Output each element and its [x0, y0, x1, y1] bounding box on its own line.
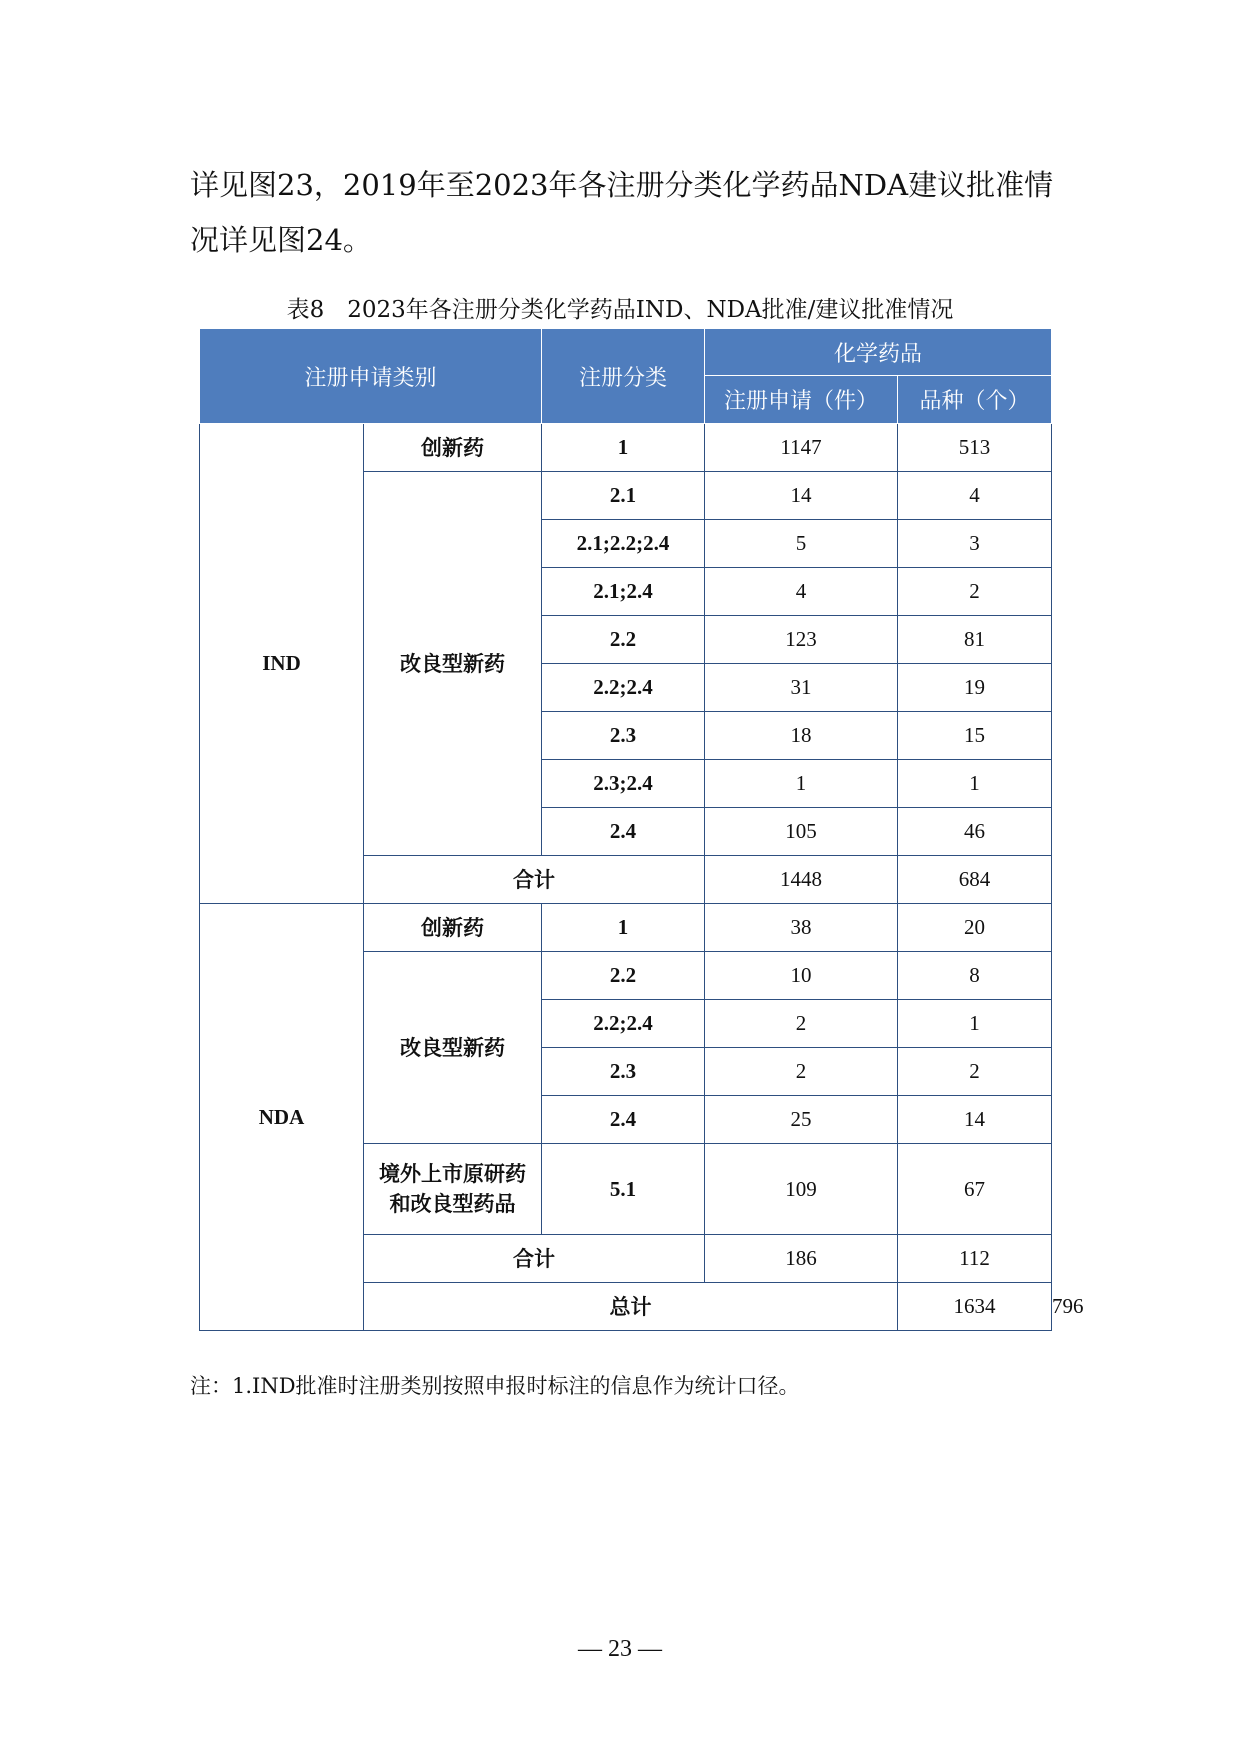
varieties-cell: 46 — [898, 808, 1052, 856]
table-row — [200, 904, 1052, 952]
applications-cell: 14 — [705, 472, 898, 520]
applications-cell: 2 — [705, 1000, 898, 1048]
varieties-cell: 14 — [898, 1096, 1052, 1144]
reg-class-cell: 5.1 — [542, 1144, 705, 1235]
varieties-cell: 1 — [898, 1000, 1052, 1048]
varieties-cell: 1 — [898, 760, 1052, 808]
header-varieties: 品种（个） — [898, 376, 1052, 424]
applications-cell: 31 — [705, 664, 898, 712]
table-caption: 表8 2023年各注册分类化学药品IND、NDA批准/建议批准情况 — [286, 297, 954, 323]
nda-improved-label: 改良型新药 — [364, 952, 542, 1144]
applications-cell: 2 — [705, 1048, 898, 1096]
reg-class-cell: 2.3 — [542, 1048, 705, 1096]
applications-cell: 38 — [705, 904, 898, 952]
varieties-cell: 67 — [898, 1144, 1052, 1235]
varieties-cell: 112 — [898, 1235, 1052, 1283]
reg-class-cell: 2.2;2.4 — [542, 1000, 705, 1048]
varieties-cell: 684 — [898, 856, 1052, 904]
varieties-cell: 2 — [898, 568, 1052, 616]
page-number: — 23 — — [578, 1636, 662, 1662]
applications-cell: 5 — [705, 520, 898, 568]
applications-cell: 1147 — [705, 424, 898, 472]
body-paragraph: 详见图23，2019年至2023年各注册分类化学药品NDA建议批准情况详见图24。 — [190, 168, 1054, 257]
ind-label: IND — [200, 424, 364, 904]
reg-class-cell: 2.1 — [542, 472, 705, 520]
varieties-cell: 19 — [898, 664, 1052, 712]
nda-label: NDA — [200, 904, 364, 1331]
varieties-cell: 4 — [898, 472, 1052, 520]
reg-class-cell: 2.3;2.4 — [542, 760, 705, 808]
applications-cell: 25 — [705, 1096, 898, 1144]
grand-total-label: 总计 — [364, 1283, 898, 1331]
approval-table — [199, 328, 1084, 1331]
applications-cell: 18 — [705, 712, 898, 760]
applications-cell: 10 — [705, 952, 898, 1000]
applications-cell: 4 — [705, 568, 898, 616]
reg-class-cell: 2.2;2.4 — [542, 664, 705, 712]
table-row: 总计 1634 796 — [200, 1283, 1052, 1331]
reg-class-cell: 2.1;2.2;2.4 — [542, 520, 705, 568]
nda-subtotal-label: 合计 — [364, 1235, 705, 1283]
applications-cell: 109 — [705, 1144, 898, 1235]
varieties-cell: 15 — [898, 712, 1052, 760]
varieties-cell: 20 — [898, 904, 1052, 952]
nda-overseas-label: 境外上市原研药和改良型药品 — [364, 1144, 542, 1235]
applications-cell: 186 — [705, 1235, 898, 1283]
applications-cell: 1 — [705, 760, 898, 808]
reg-class-cell: 2.4 — [542, 808, 705, 856]
applications-cell: 105 — [705, 808, 898, 856]
reg-class-cell: 2.3 — [542, 712, 705, 760]
ind-innovative-label: 创新药 — [364, 424, 542, 472]
ind-subtotal-label: 合计 — [364, 856, 705, 904]
varieties-cell: 2 — [898, 1048, 1052, 1096]
varieties-cell: 513 — [898, 424, 1052, 472]
reg-class-cell: 2.4 — [542, 1096, 705, 1144]
header-application-category: 注册申请类别 — [200, 329, 542, 424]
table-note: 注：1.IND批准时注册类别按照申报时标注的信息作为统计口径。 — [190, 1374, 800, 1398]
reg-class-cell: 2.2 — [542, 616, 705, 664]
applications-cell: 1448 — [705, 856, 898, 904]
varieties-cell: 3 — [898, 520, 1052, 568]
header-applications: 注册申请（件） — [705, 376, 898, 424]
varieties-cell: 81 — [898, 616, 1052, 664]
applications-cell: 1634 — [898, 1283, 1052, 1331]
table-row — [200, 424, 1052, 472]
reg-class-cell: 1 — [542, 424, 705, 472]
header-registration-class: 注册分类 — [542, 329, 705, 424]
reg-class-cell: 2.1;2.4 — [542, 568, 705, 616]
applications-cell: 123 — [705, 616, 898, 664]
ind-improved-label: 改良型新药 — [364, 472, 542, 856]
header-chemical-drugs: 化学药品 — [705, 329, 1052, 376]
reg-class-cell: 1 — [542, 904, 705, 952]
nda-innovative-label: 创新药 — [364, 904, 542, 952]
varieties-cell: 8 — [898, 952, 1052, 1000]
reg-class-cell: 2.2 — [542, 952, 705, 1000]
